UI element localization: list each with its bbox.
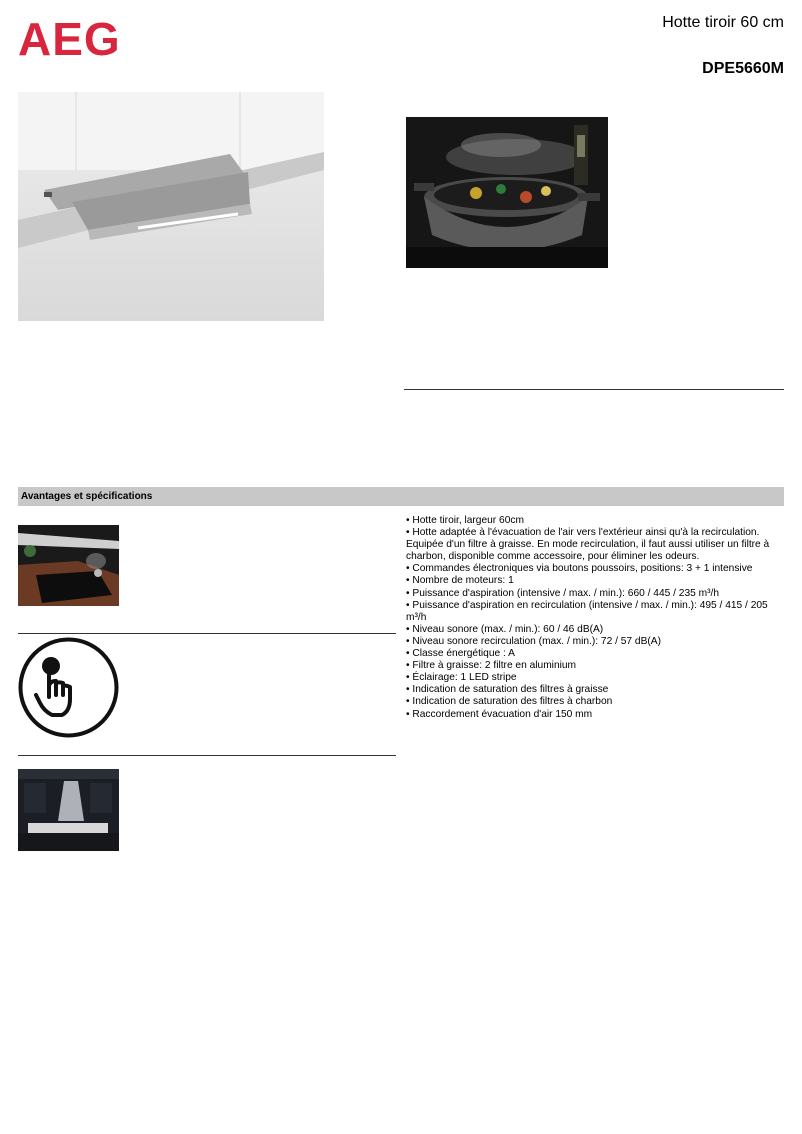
model-number: DPE5660M bbox=[702, 60, 784, 77]
hood-product-photo bbox=[18, 92, 324, 321]
spec-item: • Éclairage: 1 LED stripe bbox=[406, 672, 517, 684]
spec-item: • Niveau sonore recirculation (max. / min.): 72 / 57 dB(A) bbox=[406, 635, 661, 647]
divider bbox=[18, 633, 396, 634]
touch-control-icon bbox=[18, 637, 119, 738]
spec-item: • Filtre à graisse: 2 filtre en aluminium bbox=[406, 660, 577, 672]
spec-item: • Indication de saturation des filtres à charbon bbox=[406, 696, 613, 708]
spec-item: • Commandes électroniques via boutons poussoirs, positions: 3 + 1 intensive bbox=[406, 563, 753, 575]
spec-item: • Hotte adaptée à l'évacuation de l'air vers l'extérieur ainsi qu'à la recirculation. Equipée d'un filtre à graisse. En mode recirculation, il faut aussi utiliser un filtre à charbon, disponible comme accessoire, pour éliminer les odeurs. bbox=[406, 527, 770, 563]
dark-kitchen-photo bbox=[18, 769, 119, 851]
kitchen-hob-photo bbox=[18, 525, 119, 606]
section-header: Avantages et spécifications bbox=[18, 487, 784, 506]
spec-item: • Niveau sonore (max. / min.): 60 / 46 dB(A) bbox=[406, 623, 604, 635]
spec-item: • Puissance d'aspiration en recirculation (intensive / max. / min.): 495 / 415 / 205 m³/h bbox=[406, 599, 768, 623]
spec-item: • Hotte tiroir, largeur 60cm bbox=[406, 515, 524, 526]
product-title: Hotte tiroir 60 cm bbox=[662, 14, 784, 31]
divider bbox=[18, 755, 396, 756]
spec-item: • Indication de saturation des filtres à graisse bbox=[406, 684, 609, 696]
cooking-pot-steam-photo bbox=[406, 117, 608, 268]
spec-item: • Classe énergétique : A bbox=[406, 648, 515, 660]
brand-logo: AEG bbox=[18, 13, 121, 65]
divider bbox=[404, 389, 784, 390]
spec-list bbox=[406, 515, 784, 721]
spec-item: • Raccordement évacuation d'air 150 mm bbox=[406, 708, 593, 720]
spec-item: • Nombre de moteurs: 1 bbox=[406, 575, 514, 587]
spec-item: • Puissance d'aspiration (intensive / max. / min.): 660 / 445 / 235 m³/h bbox=[406, 587, 719, 599]
